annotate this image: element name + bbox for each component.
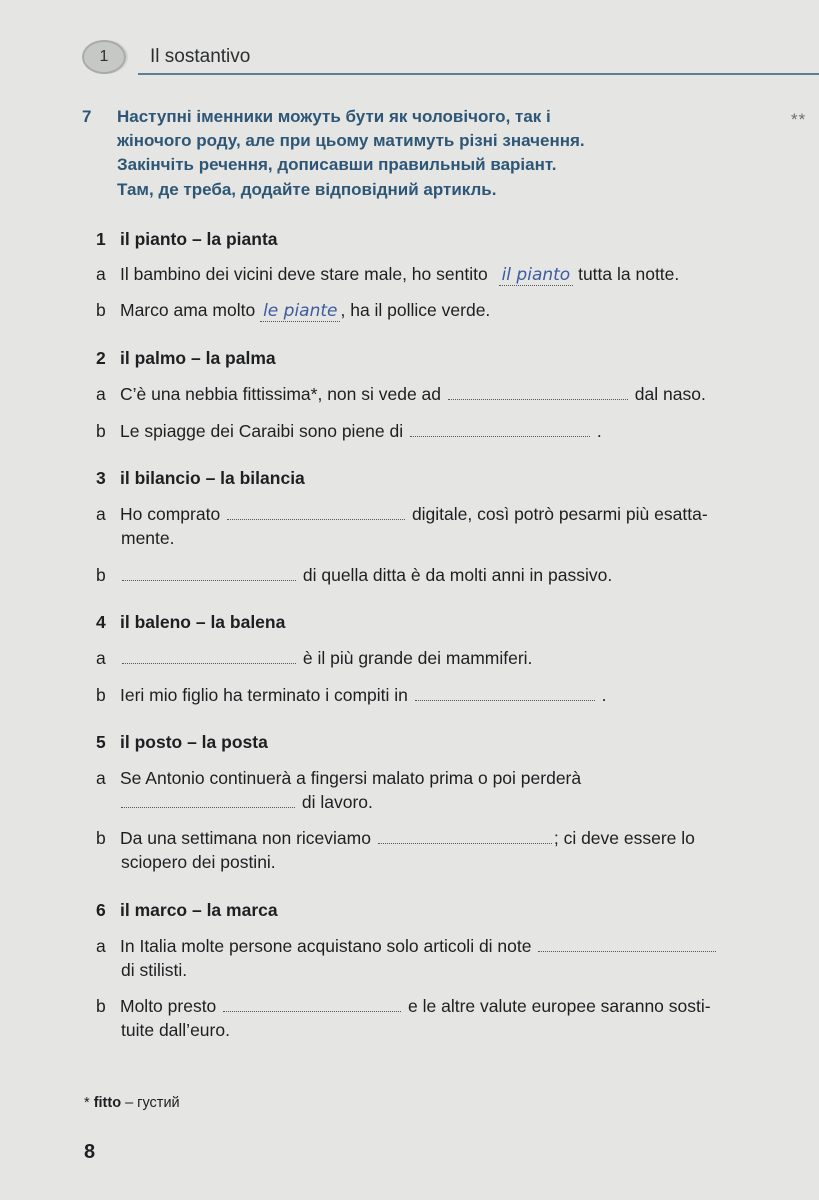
answer-blank[interactable]: [122, 580, 296, 581]
chapter-title: Il sostantivo: [150, 46, 251, 67]
answer-blank[interactable]: [223, 1011, 401, 1012]
difficulty-stars: **: [791, 110, 807, 129]
sentence-continuation: mente.: [121, 528, 175, 548]
sentence-continuation: sciopero dei postini.: [121, 852, 276, 872]
answer-blank[interactable]: [448, 399, 628, 400]
sentence-b: b Marco ama molto le piante , ha il pollice verde.: [96, 300, 491, 321]
answer-blank[interactable]: [538, 951, 716, 952]
chapter-badge: [82, 40, 126, 74]
sentence-a: a Il bambino dei vicini deve stare male, ho sentito il pianto tutta la notte.: [96, 264, 680, 285]
instruction-line: Там, де треба, додайте відповідний артикль.: [117, 180, 497, 199]
instruction-line: Наступні іменники можуть бути як чоловічого, так і: [117, 107, 551, 126]
sentence-b: b Da una settimana non riceviamo ; ci deve essere lo: [96, 828, 695, 848]
sentence-b: b di quella ditta è da molti anni in passivo.: [96, 565, 613, 585]
sentence-a: a Ho comprato digitale, così potrò pesarmi più esatta-: [96, 504, 708, 524]
sentence-a: a In Italia molte persone acquistano solo articoli di note: [96, 936, 718, 957]
answer-blank[interactable]: [122, 663, 296, 664]
footnote: * fitto – густий: [84, 1095, 180, 1111]
item-title: 3 il bilancio – la bilancia: [96, 468, 305, 488]
item-title: 5 il posto – la posta: [96, 732, 268, 752]
answer-text: le piante: [260, 301, 340, 322]
item-title: 2 il palmo – la palma: [96, 348, 276, 368]
sentence-a: a C’è una nebbia fittissima*, non si vede ad dal naso.: [96, 384, 706, 404]
sentence-a: a Se Antonio continuerà a fingersi malato prima o poi perderà: [96, 768, 582, 788]
answer-blank[interactable]: [415, 700, 595, 701]
sentence-b: b Ieri mio figlio ha terminato i compiti in .: [96, 685, 607, 705]
item-title: 1 il pianto – la pianta: [96, 229, 278, 249]
sentence-continuation: di stilisti.: [121, 960, 188, 980]
answer-blank[interactable]: [227, 519, 405, 520]
page-number: 8: [84, 1141, 96, 1163]
answer-blank[interactable]: [378, 843, 552, 844]
instruction-line: Закінчіть речення, дописавши правильный варіант.: [117, 155, 557, 174]
item-title: 6 il marco – la marca: [96, 900, 278, 920]
answer-text: il pianto: [499, 265, 574, 286]
answer-blank[interactable]: [121, 807, 295, 808]
answer-blank[interactable]: [410, 436, 590, 437]
sentence-continuation: tuite dall’euro.: [121, 1020, 230, 1040]
sentence-a: a è il più grande dei mammiferi.: [96, 648, 533, 668]
sentence-b: b Le spiagge dei Caraibi sono piene di .: [96, 421, 602, 441]
sentence-continuation: di lavoro.: [121, 792, 373, 813]
chapter-number: 1: [99, 48, 109, 65]
exercise-number: 7: [82, 107, 92, 126]
instruction-line: жіночого роду, але при цьому матимуть різні значення.: [117, 131, 585, 150]
header-divider: [138, 73, 819, 75]
item-title: 4 il baleno – la balena: [96, 612, 286, 632]
sentence-b: b Molto presto e le altre valute europee saranno sosti-: [96, 996, 711, 1016]
